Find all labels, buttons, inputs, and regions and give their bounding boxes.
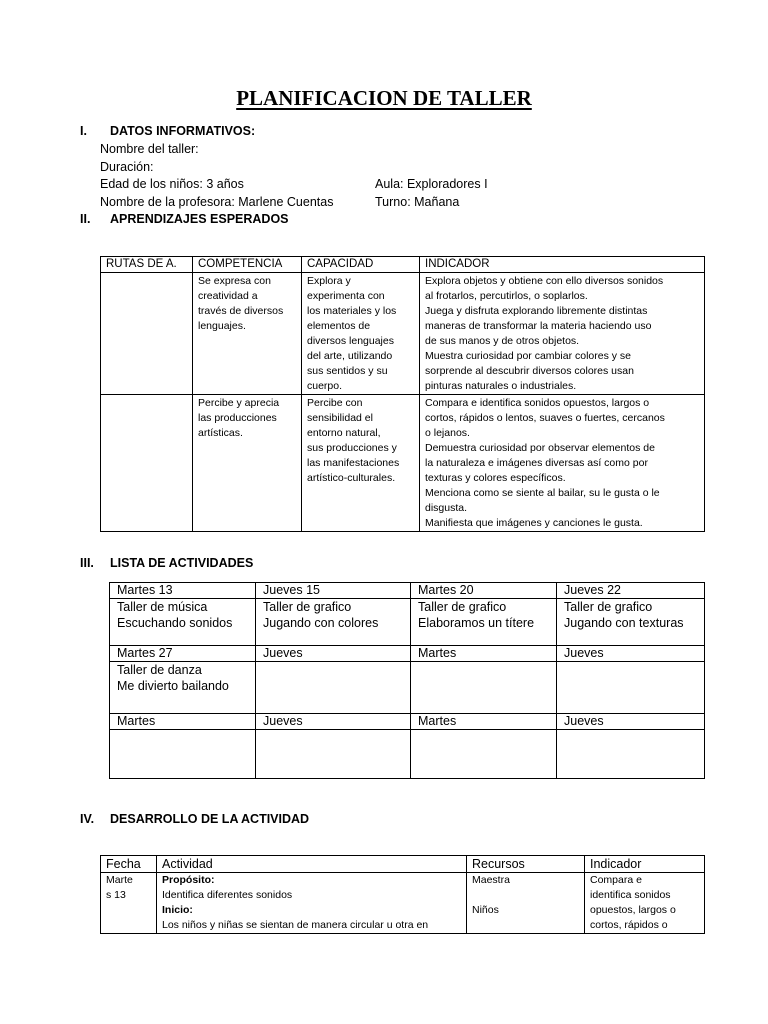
header-cell: Indicador (585, 856, 705, 873)
day-cell: Martes (411, 714, 557, 730)
indicador-cell (420, 395, 705, 532)
cell-line: la naturaleza e imágenes diversas así como por (425, 457, 648, 469)
header-cell: Actividad (157, 856, 467, 873)
section-desarrollo (80, 812, 309, 826)
cell-line: Percibe con (307, 397, 363, 409)
cell-line: Compara e (590, 874, 642, 886)
section-number: I. (80, 124, 87, 138)
activity-name: Taller de música (117, 600, 208, 614)
table-row (101, 873, 705, 934)
activity-cell (110, 730, 256, 779)
activity-cell (411, 730, 557, 779)
proposito-text: Identifica diferentes sonidos (162, 889, 293, 901)
cell-line: cuerpo. (307, 380, 343, 392)
capacidad-cell (302, 273, 420, 395)
activity-cell (411, 662, 557, 714)
cell-line: Explora y (307, 275, 351, 287)
nombre-taller-field: Nombre del taller: (100, 142, 199, 156)
cell-line: Compara e identifica sonidos opuestos, largos o (425, 397, 650, 409)
activity-cell (557, 730, 705, 779)
day-cell: Martes (411, 646, 557, 662)
cell-line: Niños (472, 904, 499, 916)
section-heading: APRENDIZAJES ESPERADOS (110, 212, 289, 226)
cell-line: Manifiesta que imágenes y canciones le gusta. (425, 517, 643, 529)
activity-name: Taller de danza (117, 663, 202, 677)
proposito-label: Propósito: (162, 874, 215, 886)
activity-subtitle: Me divierto bailando (117, 679, 229, 693)
activity-cell (557, 599, 705, 646)
edad-field: Edad de los niños: 3 años (100, 177, 244, 191)
cell-line: Maestra (472, 874, 510, 886)
actividad-cell (157, 873, 467, 934)
actividades-table (109, 582, 705, 779)
inicio-text: Los niños y niñas se sientan de manera circular u otra en (162, 919, 429, 931)
day-cell: Martes 13 (110, 583, 256, 599)
fecha-cell (101, 873, 157, 934)
activity-cell (256, 599, 411, 646)
activity-name: Taller de grafico (263, 600, 352, 614)
day-cell: Martes 27 (110, 646, 256, 662)
section-datos-informativos (80, 124, 255, 138)
activity-name: Taller de grafico (564, 600, 653, 614)
activity-subtitle: Elaboramos un títere (418, 616, 535, 630)
table-row (101, 273, 705, 395)
day-row (110, 714, 705, 730)
cell-line: cortos, rápidos o (590, 919, 668, 931)
cell-line: través de diversos (198, 305, 284, 317)
cell-line: las manifestaciones (307, 457, 400, 469)
cell-line: entorno natural, (307, 427, 381, 439)
day-row (110, 583, 705, 599)
cell-line: s 13 (106, 889, 126, 901)
section-heading: DESARROLLO DE LA ACTIVIDAD (110, 812, 310, 826)
table-header-row (101, 257, 705, 273)
cell-line: sorprende al descubrir diversos colores usan (425, 365, 634, 377)
recursos-cell (467, 873, 585, 934)
activity-cell (557, 662, 705, 714)
day-cell: Jueves 22 (557, 583, 705, 599)
cell-line: Menciona como se siente al bailar, su le gusta o le (425, 487, 660, 499)
cell-line: sensibilidad el (307, 412, 373, 424)
day-cell: Jueves (557, 714, 705, 730)
ruta-cell (101, 273, 193, 395)
duracion-field: Duración: (100, 160, 154, 174)
day-row (110, 646, 705, 662)
activity-subtitle: Jugando con colores (263, 616, 379, 630)
activity-name: Taller de grafico (418, 600, 507, 614)
header-cell: INDICADOR (420, 257, 705, 273)
ruta-cell (101, 395, 193, 532)
cell-line: artístico-culturales. (307, 472, 396, 484)
cell-line: elementos de (307, 320, 371, 332)
activity-subtitle: Jugando con texturas (564, 616, 684, 630)
cell-line: Muestra curiosidad por cambiar colores y se (425, 350, 632, 362)
cell-line: al frotarlos, percutirlos, o soplarlos. (425, 290, 588, 302)
cell-line: sus producciones y (307, 442, 397, 454)
activity-cell (110, 662, 256, 714)
cell-line: o lejanos. (425, 427, 470, 439)
day-cell: Jueves 15 (256, 583, 411, 599)
header-cell: RUTAS DE A. (101, 257, 193, 273)
section-aprendizajes (80, 212, 289, 226)
header-cell: CAPACIDAD (302, 257, 420, 273)
activity-cell (110, 599, 256, 646)
activity-row (110, 662, 705, 714)
cell-line: identifica sonidos (590, 889, 671, 901)
cell-line: cortos, rápidos o lentos, suaves o fuertes, cercanos (425, 412, 665, 424)
cell-line: disgusta. (425, 502, 468, 514)
cell-line: sus sentidos y su (307, 365, 388, 377)
cell-line (472, 888, 584, 903)
header-cell: Recursos (467, 856, 585, 873)
activity-cell (256, 730, 411, 779)
cell-line: Explora objetos y obtiene con ello diversos sonidos (425, 275, 664, 287)
section-heading: LISTA DE ACTIVIDADES (110, 556, 254, 570)
turno-field: Turno: Mañana (375, 195, 460, 209)
cell-line: los materiales y los (307, 305, 397, 317)
day-cell: Martes 20 (411, 583, 557, 599)
cell-line: Juega y disfruta explorando libremente distintas (425, 305, 648, 317)
capacidad-cell (302, 395, 420, 532)
activity-subtitle: Escuchando sonidos (117, 616, 233, 630)
competencia-cell (193, 273, 302, 395)
aprendizajes-table (100, 256, 705, 532)
activity-cell (256, 662, 411, 714)
cell-line: artísticas. (198, 427, 243, 439)
cell-line: creatividad a (198, 290, 258, 302)
section-heading: DATOS INFORMATIVOS: (110, 124, 256, 138)
aula-field: Aula: Exploradores I (375, 177, 488, 191)
profesora-field: Nombre de la profesora: Marlene Cuentas (100, 195, 334, 209)
section-number: IV. (80, 812, 95, 826)
indicador-cell (585, 873, 705, 934)
cell-line: diversos lenguajes (307, 335, 394, 347)
inicio-label: Inicio: (162, 904, 193, 916)
cell-line: texturas y colores específicos. (425, 472, 566, 484)
cell-line: Demuestra curiosidad por observar elementos de (425, 442, 655, 454)
table-header-row (101, 856, 705, 873)
cell-line: de sus manos y de otros objetos. (425, 335, 580, 347)
header-cell: Fecha (101, 856, 157, 873)
cell-line: Se expresa con (198, 275, 271, 287)
section-number: II. (80, 212, 91, 226)
cell-line: Percibe y aprecia (198, 397, 280, 409)
desarrollo-table (100, 855, 705, 934)
day-cell: Jueves (256, 714, 411, 730)
cell-line: lenguajes. (198, 320, 246, 332)
cell-line: opuestos, largos o (590, 904, 676, 916)
activity-cell (411, 599, 557, 646)
page-title: PLANIFICACION DE TALLER (236, 86, 532, 110)
activity-row (110, 730, 705, 779)
activity-row (110, 599, 705, 646)
cell-line: las producciones (198, 412, 277, 424)
indicador-cell (420, 273, 705, 395)
section-number: III. (80, 556, 94, 570)
section-lista-actividades (80, 556, 253, 570)
cell-line: experimenta con (307, 290, 385, 302)
cell-line: maneras de transformar la materia haciendo uso (425, 320, 652, 332)
table-row (101, 395, 705, 532)
day-cell: Jueves (557, 646, 705, 662)
cell-line: Marte (106, 874, 133, 886)
competencia-cell (193, 395, 302, 532)
day-cell: Jueves (256, 646, 411, 662)
day-cell: Martes (110, 714, 256, 730)
cell-line: pinturas naturales o industriales. (425, 380, 577, 392)
cell-line: del arte, utilizando (307, 350, 393, 362)
header-cell: COMPETENCIA (193, 257, 302, 273)
